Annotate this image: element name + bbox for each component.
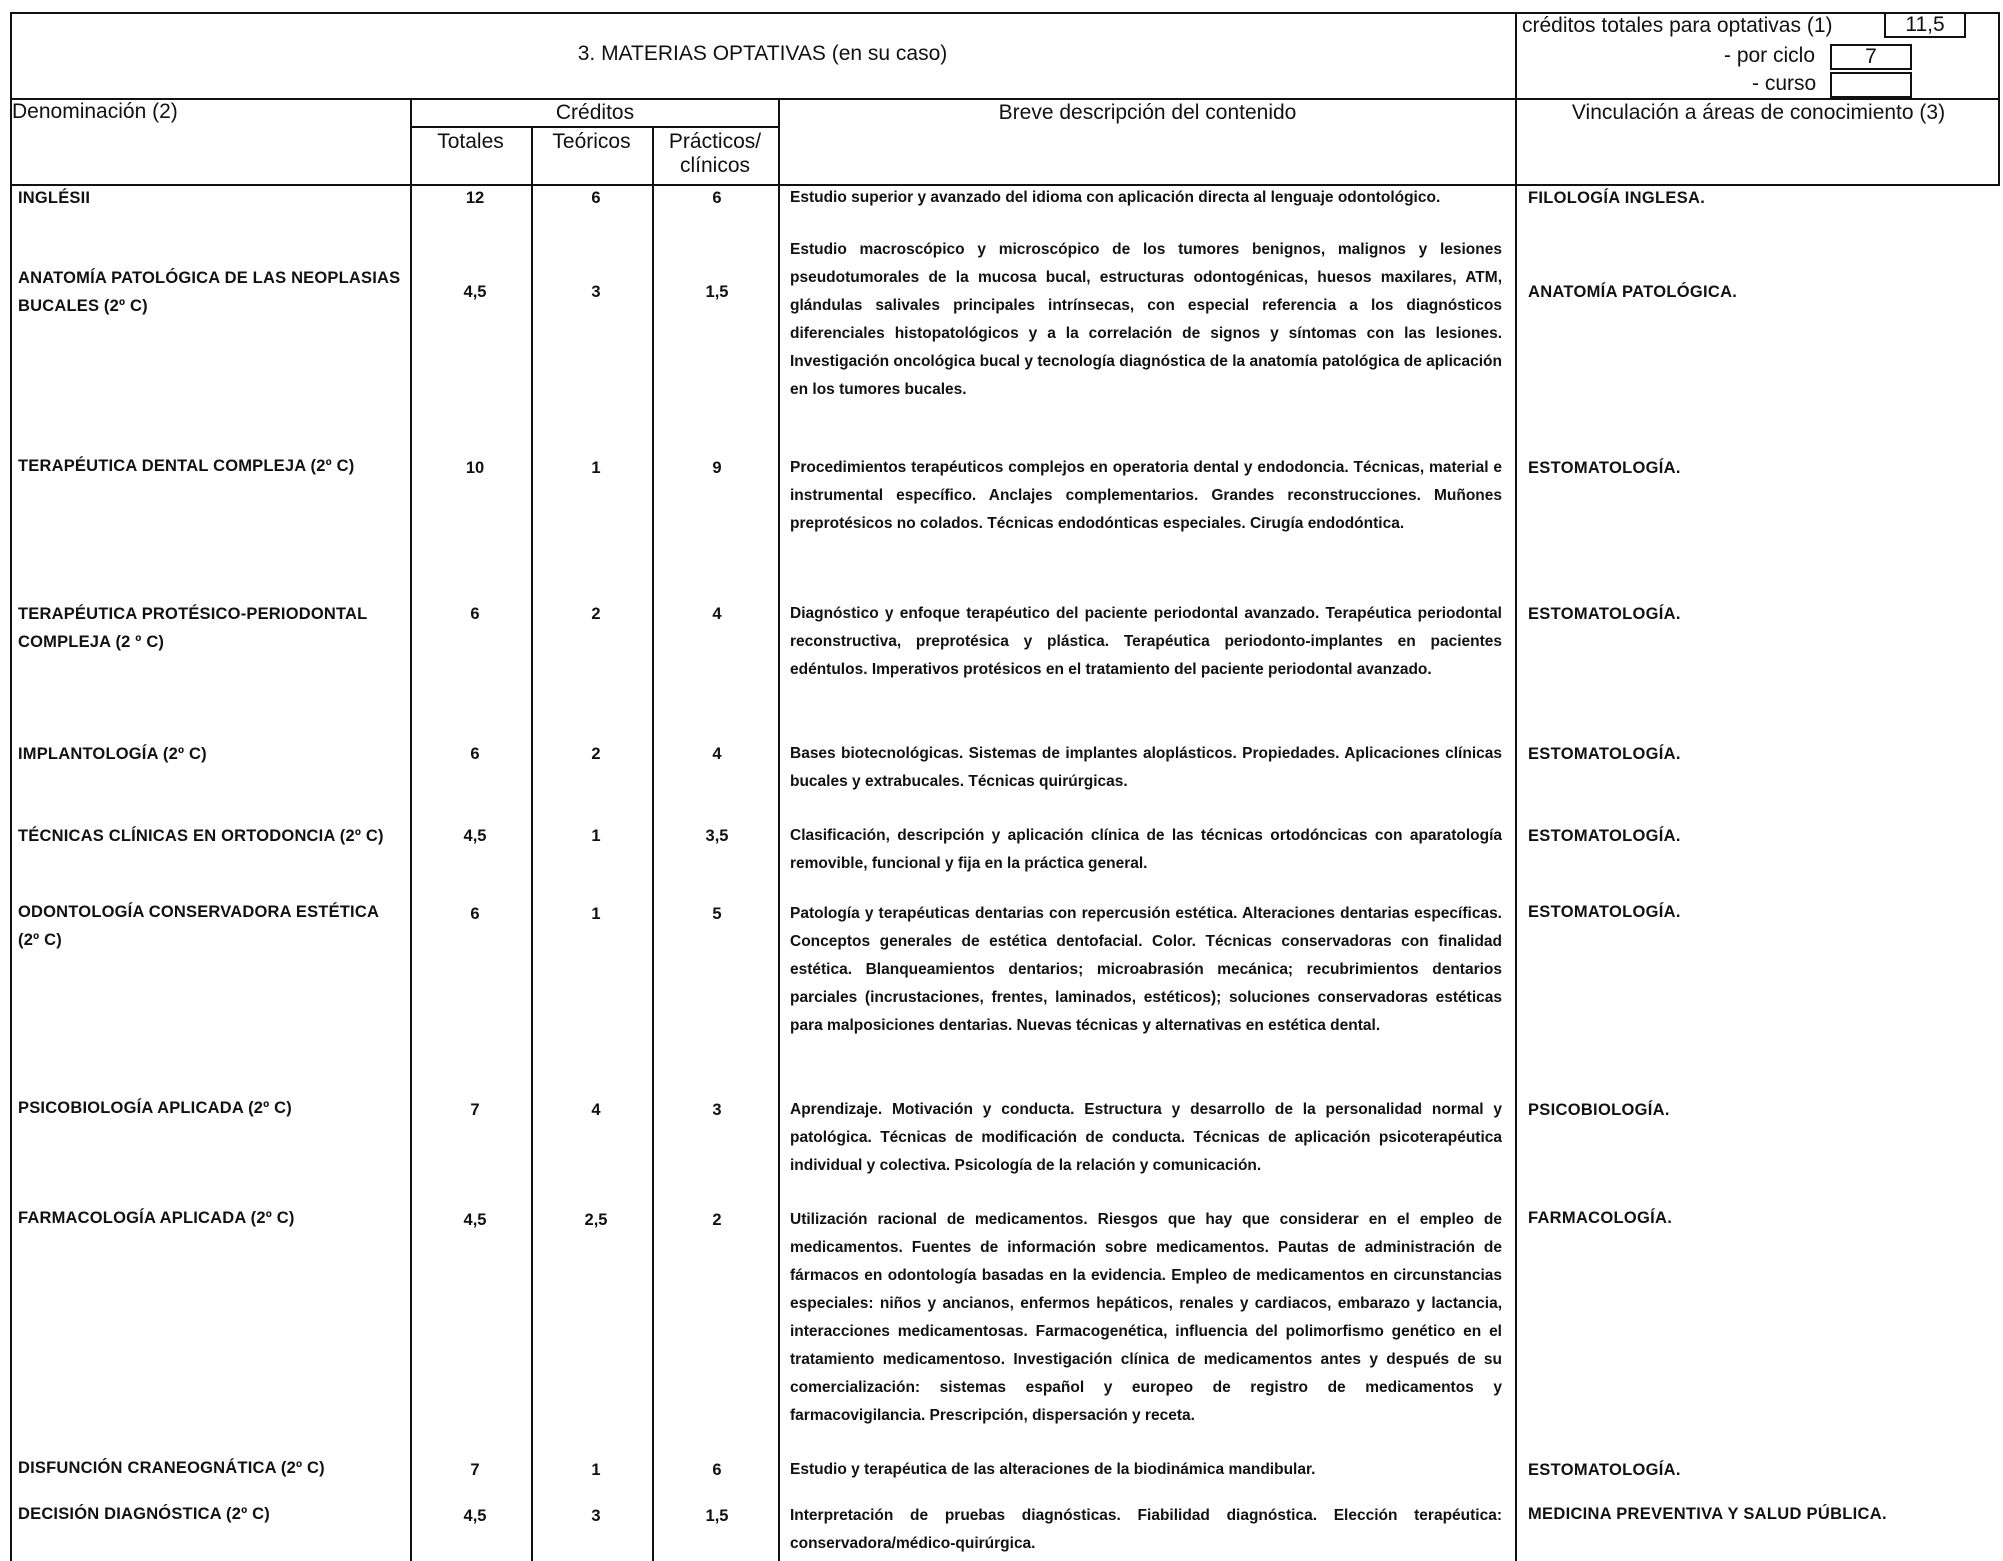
credits-theory: 2 — [591, 605, 601, 623]
subject-description: Aprendizaje. Motivación y conducta. Estructura y desarrollo de la personalidad normal y patológica. Técnicas de modificación de conducta. Técnicas de aplicación psicoterapéutica individual y colectiva. Psicología de la relación y comunicación. — [790, 1101, 1502, 1174]
right-border — [1998, 12, 2000, 98]
credits-practice: 2 — [712, 1211, 722, 1229]
curso-value — [1830, 72, 1912, 98]
optional-subjects-sheet — [10, 12, 2000, 1561]
header-right-divider — [1515, 12, 1517, 98]
col-header-creditos: Créditos — [555, 101, 635, 124]
subject-name: ANATOMÍA PATOLÓGICA DE LAS NEOPLASIAS BUCALES (2º C) — [18, 269, 401, 315]
subject-name: INGLÉSII — [18, 189, 91, 207]
credits-practice: 9 — [712, 459, 722, 477]
subject-name: TÉCNICAS CLÍNICAS EN ORTODONCIA (2º C) — [18, 827, 384, 845]
credits-total: 4,5 — [463, 827, 487, 845]
knowledge-area: FARMACOLOGÍA. — [1528, 1209, 1673, 1227]
subject-description: Patología y terapéuticas dentarias con repercusión estética. Alteraciones dentarias específicas. Conceptos generales de estética dentofacial. Color. Técnicas conservadoras con finalidad estética. Blanqueamientos dentarios; microabrasión mecánica; recubrimientos dentarios parciales (incrustaciones, frentes, laminados, estéticos); soluciones conservadoras estéticas para malposiciones dentarias. Nuevas técnicas y alternativas en estética dental. — [790, 905, 1502, 1034]
col-header-totales: Totales — [437, 130, 504, 153]
col-header-descripcion: Breve descripción del contenido — [998, 101, 1297, 124]
subject-description: Interpretación de pruebas diagnósticas. Fiabilidad diagnóstica. Elección terapéutica: conservadora/médico-quirúrgica. — [790, 1507, 1502, 1552]
credits-total: 10 — [465, 459, 485, 477]
credits-practice: 6 — [712, 1461, 722, 1479]
subject-description: Procedimientos terapéuticos complejos en operatoria dental y endodoncia. Técnicas, material e instrumental específico. Anclajes complementarios. Grandes reconstrucciones. Muñones preprotésicos no colados. Técnicas endodónticas especiales. Cirugía endodóntica. — [790, 459, 1502, 532]
col-divider-5 — [1515, 98, 1517, 1561]
credits-total: 6 — [470, 905, 480, 923]
subject-name: TERAPÉUTICA PROTÉSICO-PERIODONTAL COMPLEJA (2 º C) — [18, 605, 368, 651]
page-title: 3. MATERIAS OPTATIVAS (en su caso) — [577, 42, 948, 65]
por-ciclo-value: 7 — [1830, 44, 1912, 70]
knowledge-area: ESTOMATOLOGÍA. — [1528, 459, 1681, 477]
credits-total: 7 — [470, 1461, 480, 1479]
col-header-practicos-line1: Prácticos/ — [668, 130, 762, 153]
subject-name: IMPLANTOLOGÍA (2º C) — [18, 745, 207, 763]
curso-label: - curso — [1752, 72, 1817, 95]
col-header-teoricos: Teóricos — [552, 130, 631, 153]
por-ciclo-label: - por ciclo — [1724, 44, 1816, 67]
col-header-practicos-line2: clínicos — [679, 154, 751, 177]
subject-description: Utilización racional de medicamentos. Riesgos que hay que considerar en el empleo de medicamentos. Fuentes de información sobre medicamentos. Pautas de administración de fármacos en odontología basadas en la evidencia. Empleo de medicamentos en circunstancias especiales: niños y ancianos, enfermos hepáticos, renales y cardiacos, embarazo y lactancia, interacciones medicamentosas. Farmacogenética, influencia del polimorfismo genético en el tratamiento medicamentoso. Investigación clínica de medicamentos antes y después de su comercialización: sistemas español y europeo de registro de medicamentos y farmacovigilancia. Prescripción, dispersación y receta. — [790, 1211, 1502, 1424]
subject-description: Clasificación, descripción y aplicación clínica de las técnicas ortodóncicas con aparatología removible, funcional y fija en la práctica general. — [790, 827, 1502, 872]
credits-theory: 1 — [591, 1461, 601, 1479]
credits-theory: 1 — [591, 905, 601, 923]
knowledge-area: ESTOMATOLOGÍA. — [1528, 1461, 1681, 1479]
knowledge-area: FILOLOGÍA INGLESA. — [1528, 189, 1706, 207]
creditos-totales-value: 11,5 — [1884, 12, 1966, 38]
credits-total: 4,5 — [463, 1507, 487, 1525]
knowledge-area: PSICOBIOLOGÍA. — [1528, 1101, 1670, 1119]
subject-description: Diagnóstico y enfoque terapéutico del paciente periodontal avanzado. Terapéutica periodontal reconstructiva, preprotésica y plástica. Terapéutica periodonto-implantes en pacientes edéntulos. Imperativos protésicos en el tratamiento del paciente periodontal avanzado. — [790, 605, 1502, 678]
knowledge-area: ANATOMÍA PATOLÓGICA. — [1528, 283, 1738, 301]
credits-total: 6 — [470, 605, 480, 623]
left-border — [10, 12, 12, 1561]
col-divider-4 — [778, 98, 780, 1561]
knowledge-area: ESTOMATOLOGÍA. — [1528, 827, 1681, 845]
subject-description: Estudio macroscópico y microscópico de los tumores benignos, malignos y lesiones pseudotumorales de la mucosa bucal, estructuras odontogénicas, huesos maxilares, ATM, glándulas salivales principales intrínsecas, con especial referencia a los diagnósticos diferenciales histopatológicos y a la correlación de signos y síntomas con las lesiones. Investigación oncológica bucal y tecnología diagnóstica de la anatomía patológica de aplicación en los tumores bucales. — [790, 241, 1502, 398]
credits-theory: 3 — [591, 1507, 601, 1525]
credits-practice: 3,5 — [705, 827, 729, 845]
creditos-subdivider — [410, 126, 780, 128]
header-divider — [10, 98, 2000, 100]
credits-practice: 4 — [712, 605, 722, 623]
credits-theory: 4 — [591, 1101, 601, 1119]
credits-theory: 2,5 — [584, 1211, 608, 1229]
subject-name: TERAPÉUTICA DENTAL COMPLEJA (2º C) — [18, 457, 355, 475]
credits-practice: 3 — [712, 1101, 722, 1119]
credits-theory: 2 — [591, 745, 601, 763]
credits-total: 6 — [470, 745, 480, 763]
col-header-practicos — [652, 130, 778, 178]
creditos-totales-label: créditos totales para optativas (1) — [1522, 14, 1833, 37]
credits-theory: 3 — [591, 283, 601, 301]
subject-name: DISFUNCIÓN CRANEOGNÁTICA (2º C) — [18, 1459, 325, 1477]
subject-description: Bases biotecnológicas. Sistemas de implantes aloplásticos. Propiedades. Aplicaciones clínicas bucales y extrabucales. Técnicas quirúrgicas. — [790, 745, 1502, 790]
knowledge-area: ESTOMATOLOGÍA. — [1528, 903, 1681, 921]
knowledge-area: ESTOMATOLOGÍA. — [1528, 605, 1681, 623]
subject-name: DECISIÓN DIAGNÓSTICA (2º C) — [18, 1505, 270, 1523]
knowledge-area: MEDICINA PREVENTIVA Y SALUD PÚBLICA. — [1528, 1505, 1887, 1523]
knowledge-area: ESTOMATOLOGÍA. — [1528, 745, 1681, 763]
col-header-denominacion: Denominación (2) — [12, 100, 178, 123]
subject-name: ODONTOLOGÍA CONSERVADORA ESTÉTICA (2º C) — [18, 903, 379, 949]
credits-practice: 4 — [712, 745, 722, 763]
credits-practice: 5 — [712, 905, 722, 923]
credits-practice: 6 — [712, 189, 722, 207]
credits-total: 4,5 — [463, 1211, 487, 1229]
col-header-vinculacion: Vinculación a áreas de conocimiento (3) — [1571, 101, 1946, 124]
subject-description: Estudio y terapéutica de las alteraciones de la biodinámica mandibular. — [790, 1461, 1316, 1478]
credits-practice: 1,5 — [705, 283, 729, 301]
credits-total: 4,5 — [463, 283, 487, 301]
credits-theory: 1 — [591, 459, 601, 477]
credits-practice: 1,5 — [705, 1507, 729, 1525]
subject-name: PSICOBIOLOGÍA APLICADA (2º C) — [18, 1099, 292, 1117]
credits-total: 7 — [470, 1101, 480, 1119]
subject-name: FARMACOLOGÍA APLICADA (2º C) — [18, 1209, 295, 1227]
credits-total: 12 — [465, 189, 485, 207]
subject-description: Estudio superior y avanzado del idioma con aplicación directa al lenguaje odontológico. — [790, 189, 1441, 206]
credits-theory: 1 — [591, 827, 601, 845]
credits-theory: 6 — [591, 189, 601, 207]
